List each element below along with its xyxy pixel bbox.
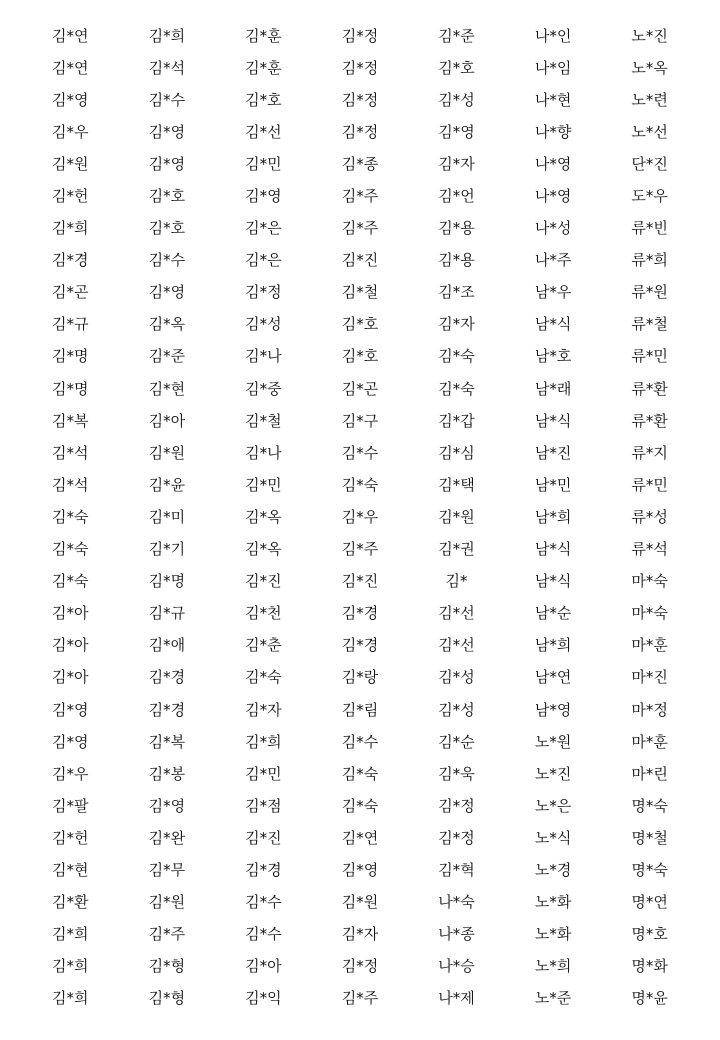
name-cell: 김*숙 [52, 540, 89, 559]
name-cell: 김*아 [245, 957, 282, 976]
name-cell: 김*갑 [438, 411, 475, 430]
name-cell: 김*수 [148, 90, 186, 109]
name-cell: 김*숙 [52, 507, 89, 526]
name-cell: 김*나 [245, 443, 282, 462]
name-cell: 김*철 [245, 411, 282, 430]
name-cell: 김*자 [438, 154, 475, 173]
name-cell: 나*승 [438, 957, 475, 976]
name-cell: 김*아 [52, 636, 89, 655]
name-cell: 김*경 [52, 251, 89, 270]
name-cell: 김*애 [148, 636, 186, 655]
name-cell: 김*진 [245, 828, 282, 847]
name-cell: 김*나 [245, 347, 282, 366]
name-cell: 김*언 [438, 187, 475, 206]
name-cell: 김*은 [245, 251, 282, 270]
name-cell: 김*영 [52, 732, 89, 751]
name-cell: 나*제 [438, 989, 475, 1008]
name-cell: 김*정 [341, 957, 379, 976]
name-cell: 남*식 [534, 411, 572, 430]
name-cell: 김*석 [52, 475, 89, 494]
name-cell: 마*숙 [631, 604, 668, 623]
name-cell: 김*민 [245, 475, 282, 494]
name-cell: 김*곤 [52, 283, 89, 302]
name-cell: 김*정 [245, 283, 282, 302]
name-cell: 김*선 [438, 604, 475, 623]
name-cell: 김*주 [341, 540, 379, 559]
name-cell: 김*영 [148, 122, 186, 141]
name-cell: 김*규 [52, 315, 89, 334]
name-cell: 나*주 [534, 251, 572, 270]
name-cell: 류*철 [631, 315, 668, 334]
name-cell: 노*선 [631, 122, 668, 141]
name-cell: 김*종 [341, 154, 379, 173]
name-cell: 노*경 [534, 860, 572, 879]
name-cell: 김*옥 [245, 540, 282, 559]
name-cell: 노*련 [631, 90, 668, 109]
name-cell: 김*아 [148, 411, 186, 430]
name-cell: 김*헌 [52, 828, 89, 847]
name-cell: 김*숙 [438, 347, 475, 366]
name-cell: 김*자 [341, 925, 379, 944]
name-cell: 남*영 [534, 700, 572, 719]
name-cell: 김*민 [245, 154, 282, 173]
name-cell: 김*점 [245, 796, 282, 815]
name-cell: 마*훈 [631, 636, 668, 655]
name-cell: 김*성 [438, 90, 475, 109]
name-cell: 남*진 [534, 443, 572, 462]
name-cell: 노*옥 [631, 58, 668, 77]
name-cell: 김*아 [52, 604, 89, 623]
name-cell: 김*호 [438, 58, 475, 77]
name-cell: 김*규 [148, 604, 186, 623]
name-cell: 김*영 [438, 122, 475, 141]
name-cell: 김*원 [341, 893, 379, 912]
name-cell: 마*정 [631, 700, 668, 719]
name-cell: 김*형 [148, 989, 186, 1008]
name-cell: 김*호 [245, 90, 282, 109]
name-cell: 마*진 [631, 668, 668, 687]
name-cell: 김*정 [341, 122, 379, 141]
name-cell: 김*영 [52, 90, 89, 109]
name-cell: 김*명 [148, 572, 186, 591]
name-cell: 김*수 [148, 251, 186, 270]
name-cell: 김*수 [341, 732, 379, 751]
name-cell: 명*화 [631, 957, 668, 976]
name-cell: 김*팔 [52, 796, 89, 815]
name-cell: 김*옥 [148, 315, 186, 334]
name-cell: 노*원 [534, 732, 572, 751]
name-cell: 김*연 [52, 58, 89, 77]
name-cell: 류*민 [631, 347, 668, 366]
name-cell: 김*림 [341, 700, 379, 719]
name-cell: 김*순 [438, 732, 475, 751]
name-cell: 김*호 [148, 219, 186, 238]
name-cell: 김*수 [245, 925, 282, 944]
name-cell: 김*아 [52, 668, 89, 687]
name-cell: 김*준 [438, 26, 475, 45]
name-cell: 단*진 [631, 154, 668, 173]
name-cell: 김*영 [245, 187, 282, 206]
name-cell: 김*연 [52, 26, 89, 45]
name-cell: 남*우 [534, 283, 572, 302]
name-cell: 김*정 [438, 796, 475, 815]
name-cell: 남*연 [534, 668, 572, 687]
name-cell: 김*정 [341, 58, 379, 77]
name-cell: 김*정 [341, 90, 379, 109]
name-cell: 김*경 [341, 604, 379, 623]
name-cell: 김*훈 [245, 58, 282, 77]
name-cell: 류*지 [631, 443, 668, 462]
name-cell: 김*희 [148, 26, 186, 45]
name-cell: 김*형 [148, 957, 186, 976]
name-cell: 류*민 [631, 475, 668, 494]
name-cell: 나*숙 [438, 893, 475, 912]
name-cell: 나*인 [534, 26, 572, 45]
name-cell: 김*명 [52, 379, 89, 398]
name-cell: 김*기 [148, 540, 186, 559]
name-cell: 김*현 [148, 379, 186, 398]
name-cell: 김*경 [341, 636, 379, 655]
name-cell: 남*래 [534, 379, 572, 398]
name-cell: 김*희 [52, 989, 89, 1008]
name-cell: 김*영 [148, 154, 186, 173]
name-grid [22, 20, 698, 1015]
name-cell: 김*호 [148, 187, 186, 206]
name-cell: 김*익 [245, 989, 282, 1008]
name-cell: 김*택 [438, 475, 475, 494]
name-cell: 류*성 [631, 507, 668, 526]
name-cell: 김*영 [148, 796, 186, 815]
name-cell: 김*호 [341, 347, 379, 366]
name-cell: 남*민 [534, 475, 572, 494]
name-cell: 남*식 [534, 315, 572, 334]
name-cell: 김*성 [245, 315, 282, 334]
name-cell: 노*진 [631, 26, 668, 45]
name-cell: 김*경 [245, 860, 282, 879]
name-cell: 김*영 [341, 860, 379, 879]
name-cell: 나*종 [438, 925, 475, 944]
name-cell: 김*주 [341, 989, 379, 1008]
name-cell: 김*주 [148, 925, 186, 944]
name-cell: 김*훈 [245, 26, 282, 45]
name-cell: 명*연 [631, 893, 668, 912]
name-cell: 김*영 [52, 700, 89, 719]
name-cell: 김*철 [341, 283, 379, 302]
name-cell: 김*심 [438, 443, 475, 462]
name-cell: 김*우 [341, 507, 379, 526]
name-cell: 남*호 [534, 347, 572, 366]
name-cell: 김*조 [438, 283, 475, 302]
name-cell: 명*숙 [631, 860, 668, 879]
name-cell: 김*숙 [438, 379, 475, 398]
name-cell: 나*향 [534, 122, 572, 141]
name-cell: 김*윤 [148, 475, 186, 494]
name-cell: 김*정 [438, 828, 475, 847]
name-cell: 김*옥 [245, 507, 282, 526]
name-cell: 남*희 [534, 507, 572, 526]
name-cell: 명*숙 [631, 796, 668, 815]
name-cell: 마*숙 [631, 572, 668, 591]
name-cell: 김*수 [245, 893, 282, 912]
name-cell: 김*희 [52, 957, 89, 976]
name-cell: 김*은 [245, 219, 282, 238]
name-cell: 김*경 [148, 668, 186, 687]
name-cell: 김* [445, 572, 468, 591]
name-cell: 김*수 [341, 443, 379, 462]
name-cell: 김*용 [438, 219, 475, 238]
name-cell: 김*춘 [245, 636, 282, 655]
name-cell: 김*용 [438, 251, 475, 270]
name-cell: 김*완 [148, 828, 186, 847]
name-cell: 도*우 [631, 187, 668, 206]
name-cell: 김*희 [245, 732, 282, 751]
name-cell: 나*현 [534, 90, 572, 109]
name-cell: 김*무 [148, 860, 186, 879]
name-cell: 김*성 [438, 700, 475, 719]
name-cell: 김*원 [438, 507, 475, 526]
name-cell: 김*희 [52, 925, 89, 944]
name-cell: 노*진 [534, 764, 572, 783]
name-cell: 마*훈 [631, 732, 668, 751]
name-cell: 김*진 [341, 572, 379, 591]
name-cell: 남*순 [534, 604, 572, 623]
name-cell: 김*연 [341, 828, 379, 847]
name-cell: 김*숙 [245, 668, 282, 687]
name-cell: 남*희 [534, 636, 572, 655]
name-cell: 김*진 [341, 251, 379, 270]
name-cell: 김*혁 [438, 860, 475, 879]
name-cell: 나*영 [534, 187, 572, 206]
name-cell: 류*빈 [631, 219, 668, 238]
name-cell: 김*랑 [341, 668, 379, 687]
name-cell: 류*환 [631, 411, 668, 430]
name-cell: 김*복 [148, 732, 186, 751]
name-cell: 김*성 [438, 668, 475, 687]
name-cell: 남*식 [534, 572, 572, 591]
name-cell: 김*민 [245, 764, 282, 783]
name-cell: 류*석 [631, 540, 668, 559]
name-cell: 김*경 [148, 700, 186, 719]
name-cell: 김*중 [245, 379, 282, 398]
name-cell: 명*철 [631, 828, 668, 847]
name-cell: 김*권 [438, 540, 475, 559]
name-cell: 김*영 [148, 283, 186, 302]
name-cell: 명*호 [631, 925, 668, 944]
name-cell: 김*헌 [52, 187, 89, 206]
name-cell: 김*천 [245, 604, 282, 623]
name-cell: 노*준 [534, 989, 572, 1008]
name-cell: 노*화 [534, 925, 572, 944]
name-cell: 김*준 [148, 347, 186, 366]
name-cell: 김*봉 [148, 764, 186, 783]
name-cell: 명*윤 [631, 989, 668, 1008]
name-cell: 김*선 [438, 636, 475, 655]
name-cell: 김*현 [52, 860, 89, 879]
name-cell: 김*명 [52, 347, 89, 366]
name-cell: 김*복 [52, 411, 89, 430]
name-cell: 나*성 [534, 219, 572, 238]
name-cell: 김*자 [245, 700, 282, 719]
name-cell: 류*환 [631, 379, 668, 398]
name-cell: 김*석 [52, 443, 89, 462]
name-cell: 김*선 [245, 122, 282, 141]
name-cell: 김*미 [148, 507, 186, 526]
name-cell: 김*숙 [52, 572, 89, 591]
name-cell: 김*석 [148, 58, 186, 77]
name-cell: 류*희 [631, 251, 668, 270]
name-cell: 김*정 [341, 26, 379, 45]
name-cell: 김*숙 [341, 764, 379, 783]
name-cell: 김*주 [341, 187, 379, 206]
name-cell: 김*숙 [341, 475, 379, 494]
name-cell: 김*곤 [341, 379, 379, 398]
name-cell: 김*환 [52, 893, 89, 912]
name-cell: 나*영 [534, 154, 572, 173]
name-cell: 김*구 [341, 411, 379, 430]
name-cell: 김*자 [438, 315, 475, 334]
name-cell: 류*원 [631, 283, 668, 302]
name-cell: 노*은 [534, 796, 572, 815]
name-cell: 김*원 [148, 443, 186, 462]
name-cell: 노*화 [534, 893, 572, 912]
name-cell: 나*임 [534, 58, 572, 77]
name-cell: 김*희 [52, 219, 89, 238]
name-cell: 김*원 [52, 154, 89, 173]
name-cell: 남*식 [534, 540, 572, 559]
name-cell: 김*원 [148, 893, 186, 912]
name-cell: 김*욱 [438, 764, 475, 783]
name-cell: 마*린 [631, 764, 668, 783]
name-cell: 노*희 [534, 957, 572, 976]
name-cell: 김*호 [341, 315, 379, 334]
name-cell: 김*우 [52, 764, 89, 783]
name-cell: 김*진 [245, 572, 282, 591]
name-cell: 김*주 [341, 219, 379, 238]
name-cell: 김*우 [52, 122, 89, 141]
name-cell: 노*식 [534, 828, 572, 847]
name-cell: 김*숙 [341, 796, 379, 815]
